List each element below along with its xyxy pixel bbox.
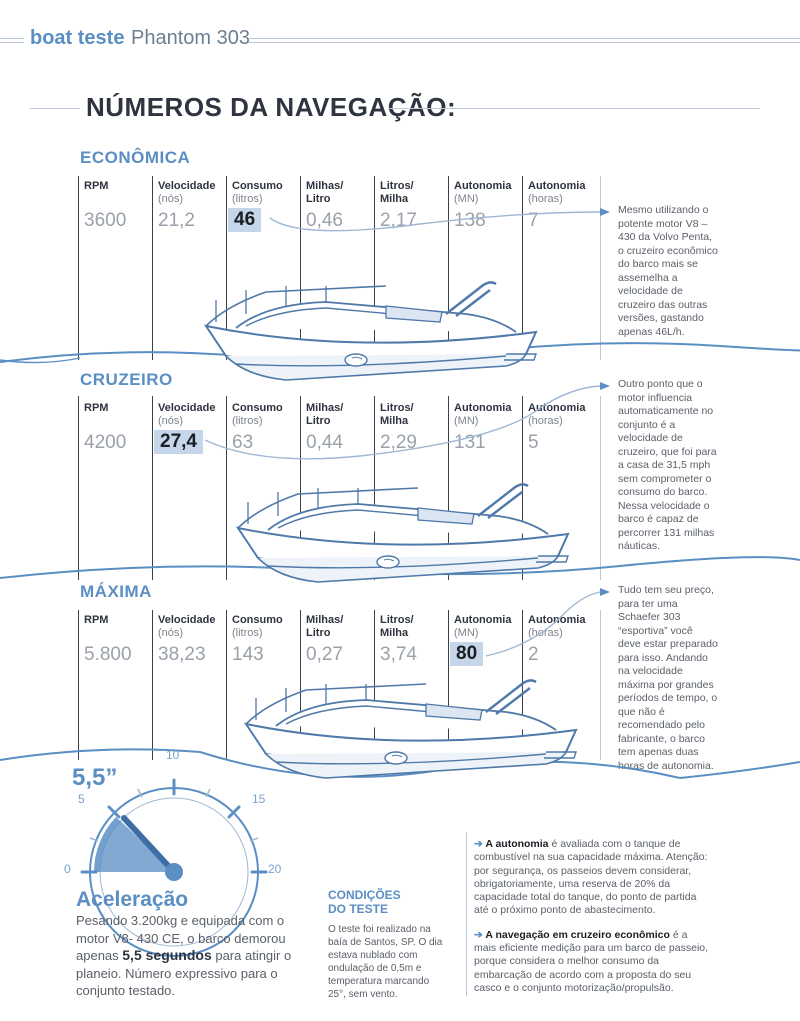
table-value: 138 (454, 210, 486, 231)
table-value: 0,46 (306, 210, 343, 231)
conditions-text: O teste foi realizado na baía de Santos, SP. O dia estava nublado com ondulação de 0,5m e temperatura marcando 25°, sem vento. (328, 924, 443, 1000)
page-title: NÚMEROS DA NAVEGAÇÃO: (86, 92, 457, 122)
column-header-label: Autonomia (528, 614, 586, 626)
column-header-label: Milhas/ (306, 614, 344, 626)
table-value: 2,17 (380, 210, 417, 231)
highlighted-value: 27,4 (154, 430, 203, 454)
column-header-unit: (litros) (232, 627, 263, 639)
column-header-label: Consumo (232, 180, 283, 192)
arrowhead-1 (600, 208, 610, 216)
gauge-value: 5,5” (72, 764, 118, 791)
section-title: ECONÔMICA (80, 148, 191, 167)
column-header-unit: (nós) (158, 627, 184, 639)
column-header-label: Consumo (232, 614, 283, 626)
table-value: 131 (454, 432, 486, 453)
column-header-unit: (horas) (528, 193, 563, 205)
boat-model: Phantom 303 (131, 27, 250, 49)
conditions-title: CONDIÇÕES DO TESTE (328, 888, 401, 916)
column-header-label: Autonomia (454, 614, 512, 626)
column-header-label: Velocidade (158, 180, 216, 192)
column-header-label: Milhas/ (306, 402, 344, 414)
table-value: 4200 (84, 432, 127, 453)
gauge-tick-5: 5 (78, 792, 85, 806)
gauge-tick-10: 10 (166, 748, 180, 762)
section-note: Tudo tem seu preço, para ter uma Schaefer 303 “esportiva” você deve estar preparado para isso. Andando na velocidade máxima por grandes períodos de tempo, o que não é recomendado pelo fabricante, o barco tem apenas duas horas de autonomia. (618, 584, 718, 772)
column-header-label: Consumo (232, 402, 283, 414)
acceleration-text-2: para atingir o planeio. Número expressivo para o conjunto testado. (76, 948, 292, 998)
section-title: CRUZEIRO (80, 370, 173, 389)
column-header-label: Autonomia (528, 402, 586, 414)
column-header-label-2: Litro (306, 193, 331, 205)
table-value: 3,74 (380, 644, 417, 665)
column-header-label: RPM (84, 614, 109, 626)
boat-illustration-3 (246, 680, 576, 778)
column-header-label-2: Litro (306, 415, 331, 427)
acceleration-highlight: 5,5 segundos (122, 947, 212, 963)
column-header-label-2: Milha (380, 627, 409, 639)
note-autonomia-title: A autonomia (485, 838, 549, 850)
column-header-label-2: Litro (306, 627, 331, 639)
gauge-tick-20: 20 (268, 862, 282, 876)
arrowhead-3 (600, 588, 610, 596)
arrowhead-2 (600, 382, 610, 390)
gauge-tick-15: 15 (252, 792, 266, 806)
column-header-unit: (MN) (454, 193, 479, 205)
table-value: 0,44 (306, 432, 343, 453)
table-value: 2,29 (380, 432, 417, 453)
column-header-unit: (MN) (454, 627, 479, 639)
column-header-unit: (litros) (232, 193, 263, 205)
column-header-label: Autonomia (528, 180, 586, 192)
arrow-icon: ➔ (474, 928, 486, 941)
note-cruzeiro-text: é a mais eficiente medição para um barco de passeio, porque considera o melhor consumo da embarcação de acordo com a proposta do seu casco e o conjunto motorização/propulsão. (474, 928, 709, 994)
note-cruzeiro-title: A navegação em cruzeiro econômico (485, 928, 670, 941)
section-note: Outro ponto que o motor influencia automaticamente no conjunto é a velocidade de cruzeiro, que foi para a casa de 31,5 mph sem comprometer o consumo do barco. Nessa velocidade o barco é capaz de percorrer 131 milhas náuticas. (618, 378, 717, 552)
column-header-label: Autonomia (454, 402, 512, 414)
highlighted-value: 80 (450, 642, 483, 666)
column-header-label: Velocidade (158, 614, 216, 626)
section-title: MÁXIMA (80, 582, 152, 601)
column-header-label: RPM (84, 402, 109, 414)
column-header-label-2: Milha (380, 415, 409, 427)
table-value: 63 (232, 432, 254, 453)
table-value: 38,23 (158, 644, 206, 665)
arrow-icon: ➔ (474, 838, 486, 850)
table-value: 0,27 (306, 644, 343, 665)
column-header-unit: (nós) (158, 415, 184, 427)
column-header-label: Autonomia (454, 180, 512, 192)
connector-3 (486, 592, 600, 656)
highlighted-value: 46 (228, 208, 261, 232)
acceleration-text (76, 912, 308, 1000)
notes-right (474, 838, 712, 1006)
connector-2 (205, 386, 600, 459)
column-header-label: RPM (84, 180, 109, 192)
acceleration-title: Aceleração (76, 888, 189, 911)
column-header-unit: (horas) (528, 415, 563, 427)
table-value: 5.800 (84, 644, 132, 665)
note-autonomia-text: é avaliada com o tanque de combustível na sua capacidade máxima. Atenção: por segurança, os passeios devem considerar, obrigatoriamente, uma reserva de 20% da capacidade total do tanque, do ponto de partida até o próximo ponto de abastecimento. (474, 838, 708, 917)
column-header-label: Litros/ (380, 402, 414, 414)
table-value: 5 (528, 432, 539, 453)
table-value: 3600 (84, 210, 127, 231)
section-note: Mesmo utilizando o potente motor V8 – 430 da Volvo Penta, o cruzeiro econômico do barco mais se assemelha a velocidade de cruzeiro das outras versões, gastando apenas 46L/h. (618, 204, 718, 338)
note-cruzeiro (474, 929, 712, 995)
column-header-label-2: Milha (380, 193, 409, 205)
section-brand: boat teste (30, 27, 125, 49)
connector-1 (270, 212, 600, 231)
column-header-label: Milhas/ (306, 180, 344, 192)
column-header-label: Litros/ (380, 180, 414, 192)
column-header-label: Velocidade (158, 402, 216, 414)
table-value: 21,2 (158, 210, 195, 231)
column-header-unit: (horas) (528, 627, 563, 639)
table-value: 2 (528, 644, 539, 665)
table-value: 143 (232, 644, 264, 665)
column-header-unit: (MN) (454, 415, 479, 427)
gauge-tick-0: 0 (64, 862, 71, 876)
column-header-unit: (nós) (158, 193, 184, 205)
column-header-label: Litros/ (380, 614, 414, 626)
boat-illustration-1 (206, 282, 536, 380)
boat-illustration-2 (238, 484, 568, 582)
notes-divider (466, 832, 467, 996)
column-header-unit: (litros) (232, 415, 263, 427)
note-autonomia (474, 838, 712, 918)
table-value: 7 (528, 210, 539, 231)
acceleration-text-1: Pesando 3.200kg e equipada com o motor V8- 430 CE, o barco demorou apenas (76, 913, 286, 963)
